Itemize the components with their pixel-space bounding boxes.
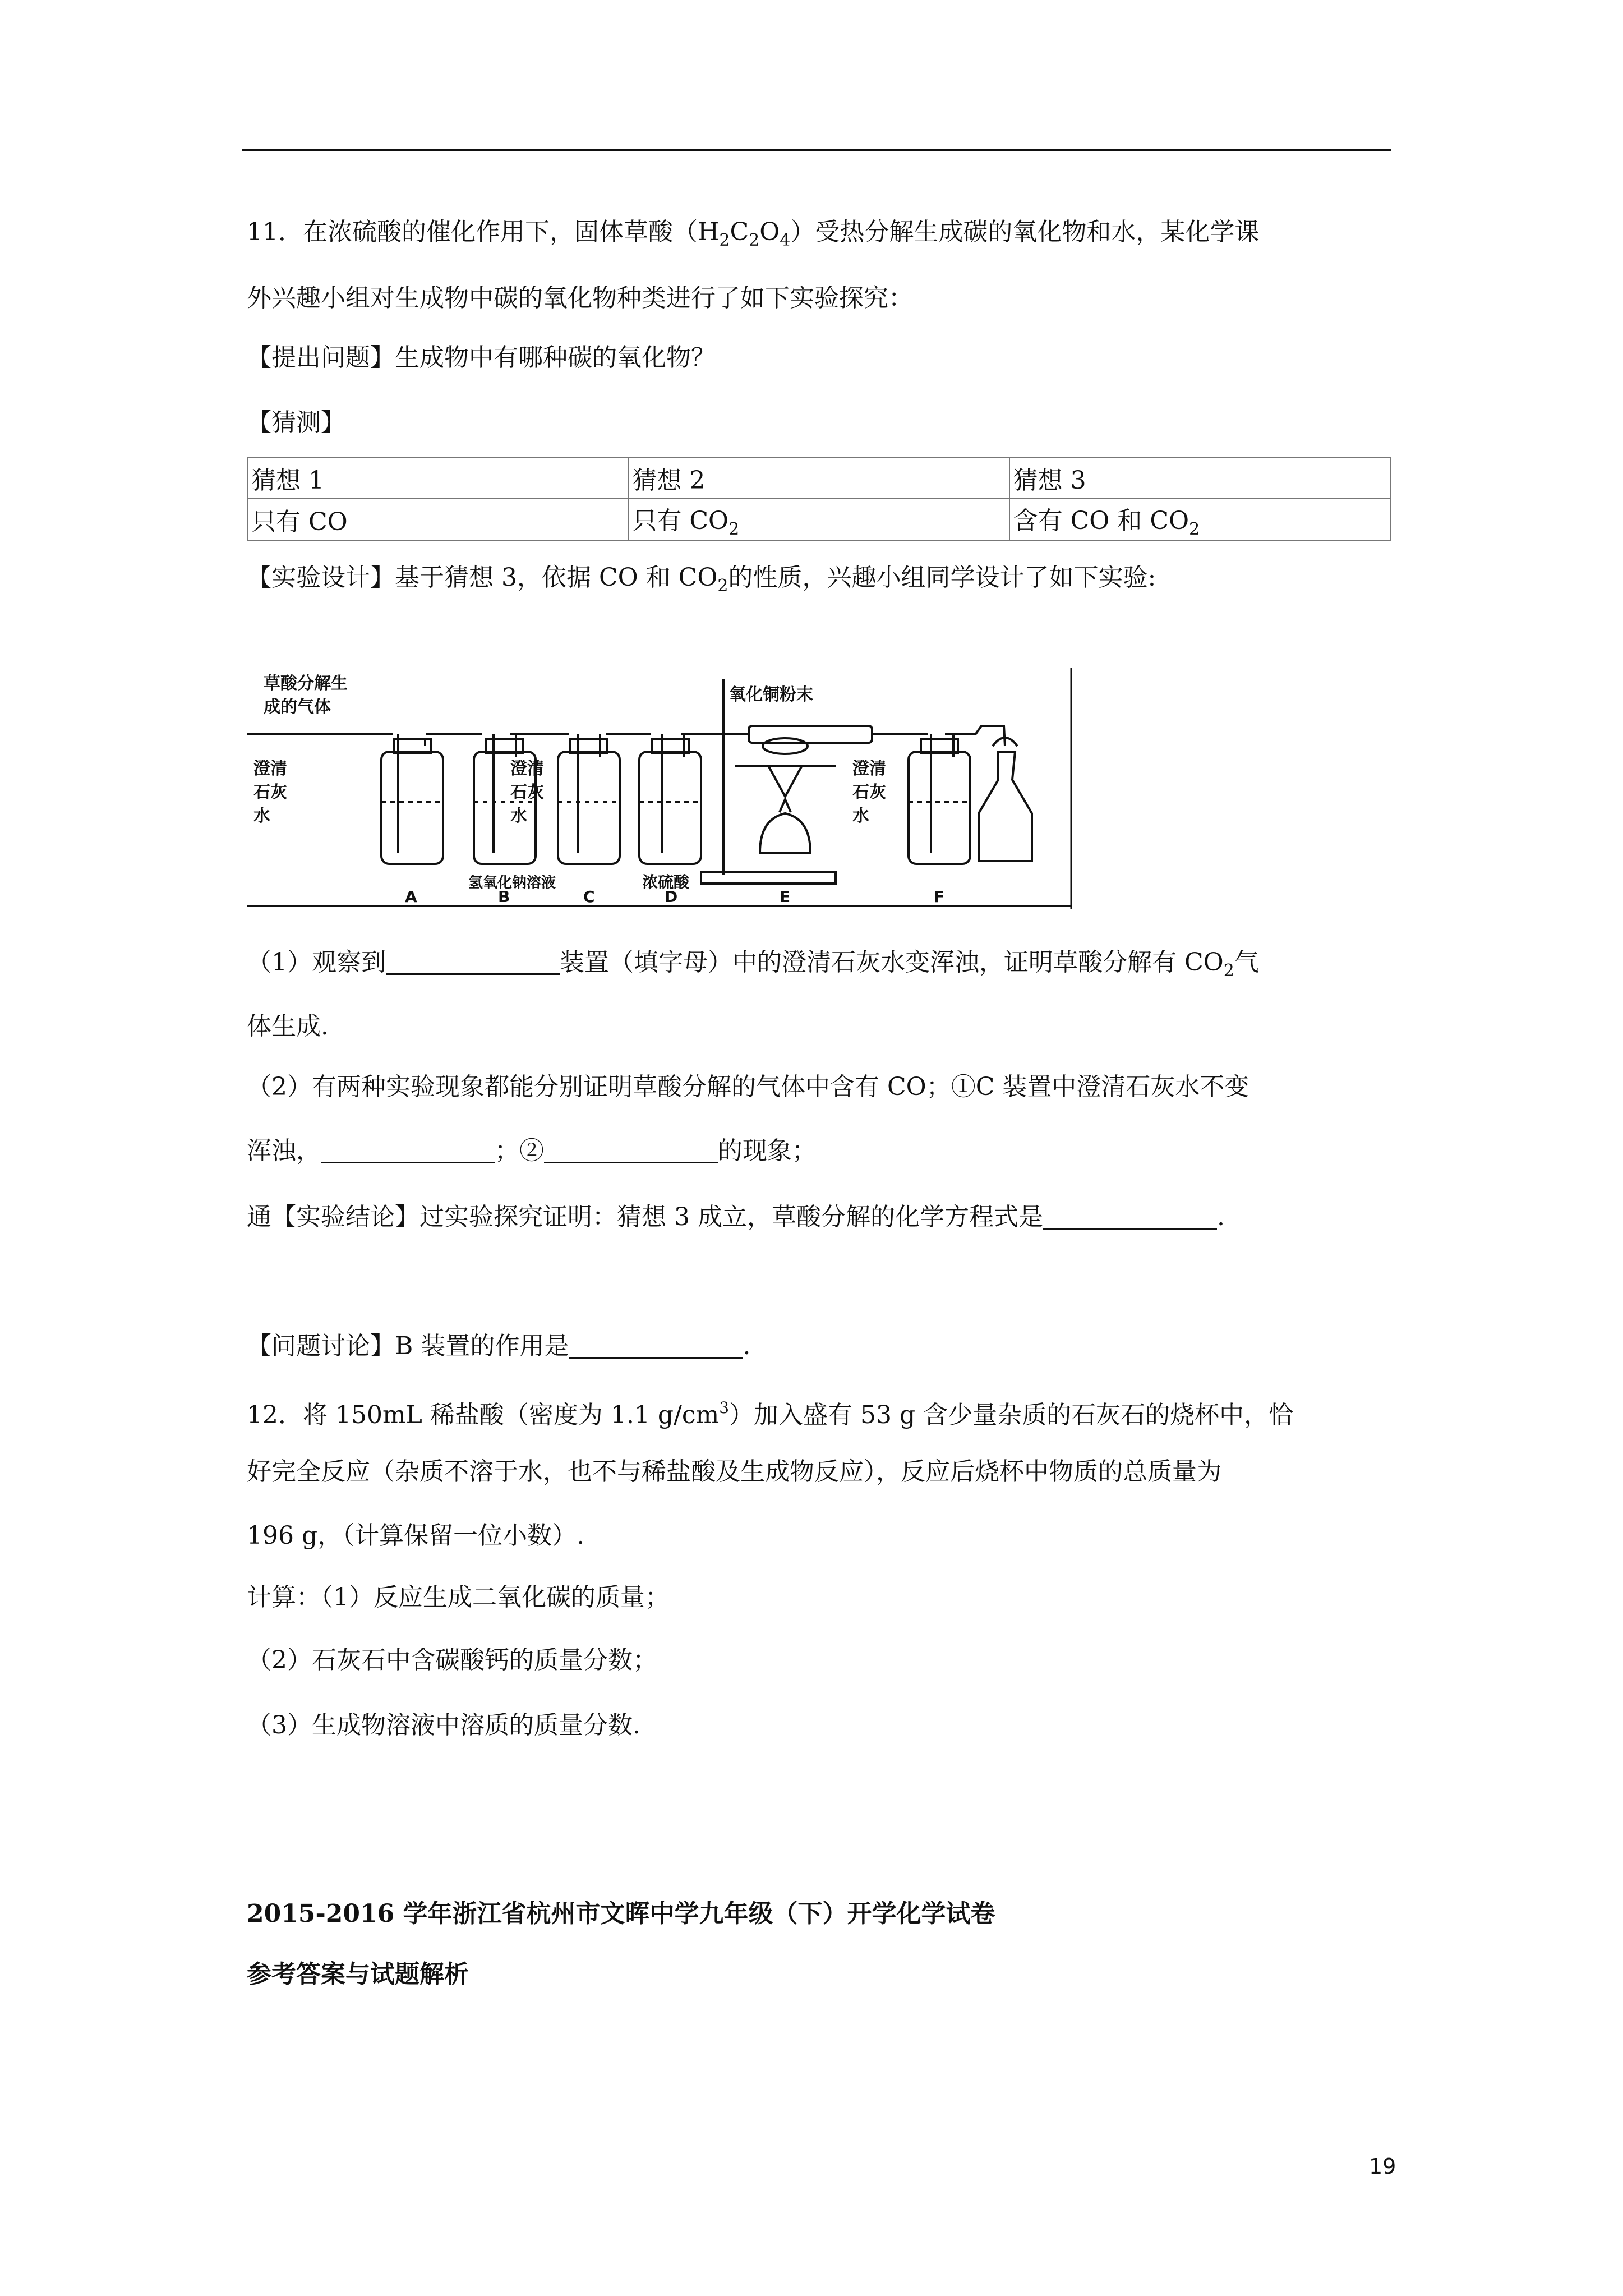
letter-c: C — [583, 887, 595, 906]
bottle-a — [381, 734, 443, 864]
lime-label-c-1: 澄清 — [510, 759, 544, 779]
table-cell: 猜想 1 — [247, 457, 628, 499]
lime-label-f-3: 水 — [852, 806, 869, 826]
q11-design: 【实验设计】基于猜想 3，依据 CO 和 $CO_2$的性质，兴趣小组同学设计了如下实验: — [247, 563, 1156, 596]
q11-part-2-cont: 浑浊， ；② 的现象； — [247, 1137, 817, 1165]
table-cell: 只有 CO — [247, 499, 628, 540]
letter-b: B — [498, 887, 510, 906]
table-cell: 猜想 3 — [1009, 457, 1390, 499]
answer-blank[interactable] — [544, 1136, 718, 1163]
q11-line-2: 外兴趣小组对生成物中碳的氧化物种类进行了如下实验探究： — [247, 284, 913, 312]
q12-line-2: 好完全反应（杂质不溶于水，也不与稀盐酸及生成物反应），反应后烧杯中物质的总质量为 — [247, 1457, 1221, 1486]
answers-subtitle: 参考答案与试题解析 — [247, 1960, 469, 1989]
q12-line-5: （2）石灰石中含碳酸钙的质量分数； — [247, 1646, 657, 1674]
bottle-d — [639, 734, 701, 864]
page-number: 19 — [1369, 2154, 1396, 2179]
lime-label-f-2: 石灰 — [852, 783, 886, 802]
cuo-label: 氧化铜粉末 — [729, 685, 813, 705]
q12-line-4: 计算：（1）反应生成二氧化碳的质量； — [247, 1583, 670, 1612]
lime-label-c-2: 石灰 — [510, 783, 544, 802]
q12-line-6: （3）生成物溶液中溶质的质量分数. — [247, 1711, 640, 1740]
q11-line-1: 11．在浓硫酸的催化作用下，固体草酸$(H_2C_2O_4)$受热分解生成碳的氧化物和水，某化学课 — [247, 218, 1260, 250]
answers-title: 2015-2016 学年浙江省杭州市文晖中学九年级（下）开学化学试卷 — [247, 1899, 995, 1928]
q11-ask: 【提出问题】生成物中有哪种碳的氧化物？ — [247, 343, 716, 372]
bottle-c — [558, 734, 620, 864]
q11-conclusion: 通【实验结论】过实验探究证明：猜想 3 成立，草酸分解的化学方程式是 . — [247, 1203, 1225, 1231]
q11-discussion: 【问题讨论】B 装置的作用是 . — [247, 1332, 751, 1360]
q12-line-1: 12．将 150mL 稀盐酸（密度为 1.1 $g/cm^3$）加入盛有 53 g 含少量杂质的石灰石的烧杯中，恰 — [247, 1398, 1294, 1429]
guess-table — [247, 457, 1391, 541]
lime-label-a-3: 水 — [253, 806, 270, 826]
answer-blank[interactable] — [1043, 1202, 1217, 1230]
q11-part-1-cont: 体生成. — [247, 1012, 329, 1041]
q12-line-3: 196 g，（计算保留一位小数）. — [247, 1521, 585, 1550]
table-cell: 猜想 2 — [628, 457, 1009, 499]
q11-part-2: （2）有两种实验现象都能分别证明草酸分解的气体中含有 CO；①C 装置中澄清石灰水不变 — [247, 1073, 1249, 1101]
combustion-tube-e — [701, 679, 872, 884]
letter-d: D — [665, 887, 678, 906]
answer-blank[interactable] — [386, 947, 560, 975]
lime-label-f-1: 澄清 — [852, 759, 886, 779]
bottle-f — [909, 734, 970, 864]
acid-label: 浓硫酸 — [642, 873, 690, 891]
letter-f: F — [934, 887, 945, 906]
table-row — [247, 499, 1390, 540]
apparatus-diagram — [247, 668, 1077, 909]
q11-part-1: （1）观察到 装置（填字母）中的澄清石灰水变浑浊，证明草酸分解有 $CO_2$气 — [247, 948, 1259, 981]
naoh-label: 氢氧化钠溶液 — [468, 875, 556, 891]
lime-label-a-2: 石灰 — [253, 783, 287, 802]
answer-blank[interactable] — [321, 1136, 495, 1163]
letter-a: A — [405, 887, 417, 906]
letter-e: E — [780, 887, 791, 906]
table-row — [247, 457, 1390, 499]
table-cell: 含有 CO 和 $CO_2$ — [1009, 499, 1390, 540]
source-label-2: 成的气体 — [264, 697, 331, 717]
header-rule — [242, 149, 1391, 151]
answer-blank[interactable] — [569, 1331, 743, 1359]
table-cell: 只有 $CO_2$ — [628, 499, 1009, 540]
lime-label-a-1: 澄清 — [253, 759, 287, 779]
lime-label-c-3: 水 — [510, 806, 527, 826]
source-label-1: 草酸分解生 — [264, 674, 348, 693]
q11-guess-heading: 【猜测】 — [247, 408, 345, 437]
alcohol-lamp — [979, 738, 1032, 861]
